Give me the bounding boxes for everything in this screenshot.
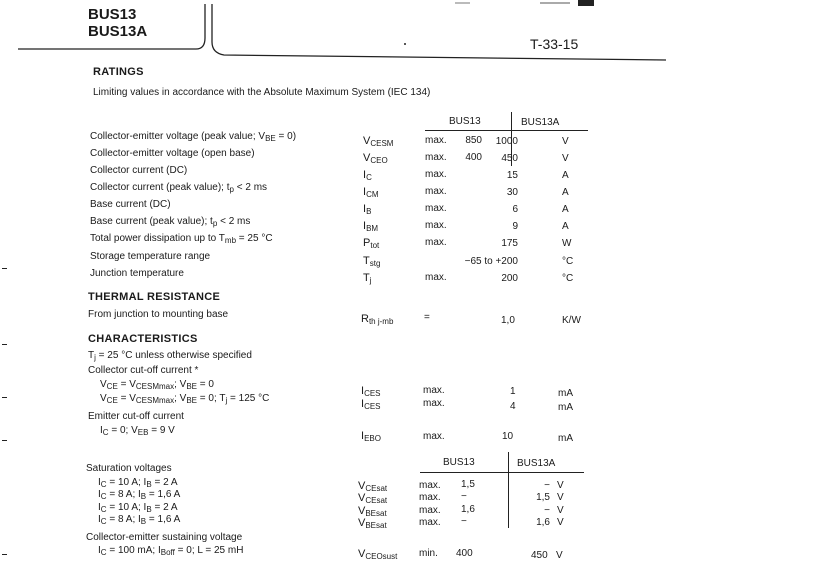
rating-symbol-sub: C: [366, 173, 372, 182]
saturation-condition: [98, 502, 178, 513]
thermal-symbol: $R_{th j-mb}$: [361, 313, 394, 326]
sustain-title: Collector-emitter sustaining voltage: [86, 532, 243, 543]
ib-unit: A: [173, 489, 181, 500]
rating-label: [90, 182, 267, 193]
rating-value-bus13a: 6: [512, 204, 518, 215]
rating-label-sub: mb: [224, 236, 237, 245]
ic-value: 8 A: [117, 489, 133, 500]
saturation-symbol-sub: CEsat: [365, 484, 388, 493]
ic-value: 10 A: [117, 477, 138, 488]
rating-qualifier: max.: [425, 169, 447, 180]
equals: =: [106, 514, 118, 525]
iebo-qualifier: max.: [423, 431, 445, 442]
ib-sub: B: [140, 517, 147, 526]
ic-symbol: I: [98, 489, 101, 500]
rating-label-text: Collector current (DC): [90, 165, 188, 176]
rating-symbol: [363, 169, 372, 181]
ratings-col-bus13: BUS13: [449, 116, 481, 127]
saturation-title: Saturation voltages: [86, 463, 172, 474]
ib-unit: A: [170, 502, 178, 513]
saturation-symbol-sub: BEsat: [365, 521, 387, 530]
ices-qualifier-2: max.: [423, 398, 445, 409]
margin-mark: [2, 397, 7, 398]
equals: =: [106, 502, 118, 513]
rating-unit: V: [562, 153, 569, 164]
ib-value: 1,6: [157, 514, 172, 525]
ib-value: 2: [163, 502, 169, 513]
rating-label-tail: < 2 ms: [217, 216, 251, 227]
rating-label-text: Junction temperature: [90, 268, 184, 279]
rating-label: [90, 268, 184, 279]
sat-col-divider: [508, 452, 509, 528]
thermal-label: From junction to mounting base: [88, 309, 229, 320]
rating-label-text: Base current (DC): [90, 199, 171, 210]
sustain-unit: V: [556, 550, 563, 561]
rating-label-text: Total power dissipation up to T: [90, 233, 225, 244]
rating-qualifier: max.: [425, 203, 447, 214]
saturation-unit: V: [557, 517, 564, 528]
v-symbol: V: [358, 505, 366, 517]
equals: =: [146, 514, 158, 525]
thermal-value: 1,0: [501, 315, 515, 326]
ic-sub: C: [100, 517, 107, 526]
saturation-value-bus13: −: [461, 516, 467, 527]
rating-label: [90, 148, 255, 159]
rating-symbol: [363, 220, 378, 232]
saturation-condition: [98, 514, 180, 525]
ic-sub: C: [100, 480, 107, 489]
thermal-title: THERMAL RESISTANCE: [88, 291, 221, 303]
sustain-value-bus13: 400: [456, 548, 473, 559]
rating-symbol: [363, 255, 380, 267]
ratings-col-rule: [425, 130, 588, 131]
saturation-symbol: [358, 505, 387, 517]
equals: =: [106, 489, 118, 500]
part-number-bus13a: BUS13A: [88, 23, 148, 40]
rating-value-bus13a: 30: [506, 187, 518, 198]
ic-sub: C: [100, 505, 107, 514]
ib-symbol: ; I: [138, 502, 147, 513]
ic-value: 8 A: [117, 514, 133, 525]
ic-symbol: I: [98, 502, 101, 513]
equals: =: [146, 489, 158, 500]
ic-symbol: I: [98, 514, 101, 525]
rating-symbol: [363, 203, 371, 215]
ic-sub: C: [100, 492, 107, 501]
emitter-title: Emitter cut-off current: [88, 411, 184, 422]
saturation-qualifier: max.: [419, 480, 441, 491]
saturation-symbol: [358, 517, 387, 529]
iebo-symbol: $I_{EBO}$: [361, 430, 381, 443]
sat-col-bus13: BUS13: [443, 457, 475, 468]
ib-symbol: ; I: [132, 489, 141, 500]
ratings-title: RATINGS: [93, 66, 144, 78]
saturation-condition: [98, 477, 178, 488]
iebo-value: 10: [502, 431, 514, 442]
rating-label-sub: p: [212, 219, 218, 228]
ib-value: 2: [163, 477, 169, 488]
sat-col-bus13a: BUS13A: [517, 458, 556, 469]
rating-symbol-sub: CM: [366, 190, 379, 199]
rating-symbol-sub: CEO: [370, 156, 388, 165]
rating-label: [90, 199, 171, 210]
v-symbol: V: [358, 480, 366, 492]
rating-qualifier: max.: [425, 237, 447, 248]
rating-symbol: [363, 152, 388, 164]
rating-value-bus13a: 450: [501, 153, 518, 164]
rating-label-text: Collector-emitter voltage (peak value; V: [90, 131, 266, 142]
saturation-symbol: [358, 480, 387, 492]
rating-label-text: Base current (peak value); t: [90, 216, 213, 227]
rating-symbol-sub: CESM: [370, 139, 394, 148]
rating-symbol-letter: T: [363, 272, 370, 284]
rating-label: [90, 131, 296, 142]
saturation-qualifier: max.: [419, 492, 441, 503]
saturation-symbol-sub: BEsat: [365, 509, 387, 518]
rating-symbol-letter: I: [363, 169, 367, 181]
document-code: T-33-15: [530, 36, 579, 52]
ib-symbol: ; I: [132, 514, 141, 525]
rating-symbol: [363, 135, 393, 147]
characteristics-title: CHARACTERISTICS: [88, 333, 198, 345]
rating-label: [90, 233, 273, 244]
ib-sub: B: [146, 505, 152, 514]
ib-unit: A: [170, 477, 178, 488]
saturation-qualifier: max.: [419, 517, 441, 528]
rating-symbol-letter: P: [363, 237, 371, 249]
rating-label-text: Collector current (peak value); t: [90, 182, 230, 193]
rating-symbol-letter: I: [363, 186, 367, 198]
sustain-symbol: $V_{CEOsust}$: [358, 548, 398, 561]
rating-unit: A: [562, 170, 569, 181]
rating-label-sub: BE: [265, 134, 276, 143]
equals: =: [151, 502, 164, 513]
sat-col-rule: [420, 472, 584, 473]
thermal-unit: K/W: [562, 315, 581, 326]
iebo-unit: mA: [558, 433, 573, 444]
ices-value-1: 1: [510, 386, 516, 397]
v-symbol: V: [358, 492, 366, 504]
cutoff-condition-1: $V_{CE} = V_{CESMmax}$; $V_{BE} = 0$: [100, 379, 214, 391]
ices-unit-1: mA: [558, 388, 573, 399]
rating-label-text: Storage temperature range: [90, 251, 211, 262]
characteristics-condition: $T_j = 25$ °C unless otherwise specified: [88, 350, 252, 362]
rating-value-bus13: 850: [465, 135, 482, 146]
saturation-value-bus13a: 1,6: [536, 517, 550, 528]
rating-symbol: [363, 237, 379, 249]
sustain-qualifier: min.: [419, 548, 438, 559]
ices-symbol-1: $I_{CES}$: [361, 385, 381, 398]
cutoff-title: Collector cut-off current *: [88, 365, 199, 376]
rating-unit: W: [562, 238, 572, 249]
ib-unit: A: [173, 514, 181, 525]
ib-sub: B: [140, 492, 147, 501]
saturation-symbol-sub: CEsat: [365, 496, 388, 505]
sustain-value-bus13a: 450: [531, 550, 548, 561]
rating-unit: A: [562, 221, 569, 232]
cutoff-condition-2: $V_{CE} = V_{CESMmax}$; $V_{BE} = 0$; $T_j = 125$ °C: [100, 393, 270, 405]
rating-label-tail: < 2 ms: [233, 182, 268, 193]
rating-value-bus13a: 9: [512, 221, 518, 232]
rating-symbol: [363, 186, 379, 198]
rating-label: [90, 216, 250, 227]
rating-label-tail: = 25 °C: [236, 233, 273, 244]
rating-symbol-sub: tot: [370, 241, 380, 250]
ratings-col-bus13a: BUS13A: [521, 117, 560, 128]
rating-value-bus13a: 15: [506, 170, 518, 181]
rating-unit: A: [562, 204, 569, 215]
saturation-value-bus13: 1,6: [461, 504, 475, 515]
saturation-value-bus13: −: [461, 491, 467, 502]
ices-unit-2: mA: [558, 402, 573, 413]
saturation-value-bus13a: −: [544, 480, 550, 491]
rating-symbol-sub: stg: [369, 259, 381, 268]
rating-label-tail: = 0): [275, 131, 297, 142]
equals: =: [106, 477, 118, 488]
rating-symbol-letter: I: [363, 220, 367, 232]
rating-qualifier: max.: [425, 186, 447, 197]
rating-qualifier: max.: [425, 220, 447, 231]
ices-value-2: 4: [510, 401, 516, 412]
saturation-qualifier: max.: [419, 505, 441, 516]
rating-value-bus13a: 1000: [495, 136, 518, 147]
rating-unit: A: [562, 187, 569, 198]
saturation-unit: V: [557, 492, 564, 503]
margin-mark: [2, 440, 7, 441]
saturation-value-bus13a: −: [544, 505, 550, 516]
rating-unit: °C: [562, 273, 574, 284]
rating-value-bus13: 400: [465, 152, 482, 163]
saturation-unit: V: [557, 505, 564, 516]
rating-unit: °C: [562, 256, 574, 267]
margin-mark: [2, 554, 7, 555]
margin-mark: [2, 344, 7, 345]
rating-symbol-letter: V: [363, 135, 371, 147]
rating-label: [90, 251, 210, 262]
rating-symbol: [363, 272, 372, 284]
ratings-subtitle: Limiting values in accordance with the Absolute Maximum System (IEC 134): [93, 87, 431, 98]
saturation-value-bus13: 1,5: [461, 479, 475, 490]
ib-value: 1,6: [157, 489, 172, 500]
sustain-condition: $I_C = 100$ mA; $I_{Boff} = 0$; L = 25 mH: [98, 545, 244, 557]
margin-mark: [2, 268, 7, 269]
saturation-symbol: [358, 492, 387, 504]
rating-label-sub: p: [229, 185, 234, 194]
equals: =: [151, 477, 164, 488]
rating-symbol-letter: I: [363, 203, 367, 215]
rating-symbol-letter: V: [363, 152, 371, 164]
ib-symbol: ; I: [138, 477, 147, 488]
rating-symbol-sub: B: [366, 207, 372, 216]
v-symbol: V: [358, 517, 366, 529]
saturation-condition: [98, 489, 180, 500]
rating-unit: V: [562, 136, 569, 147]
rating-symbol-sub: BM: [366, 224, 379, 233]
rating-value-bus13a: 200: [501, 273, 518, 284]
rating-symbol-letter: T: [363, 255, 370, 267]
saturation-value-bus13a: 1,5: [536, 492, 550, 503]
ic-value: 10 A: [117, 502, 138, 513]
ices-symbol-2: $I_{CES}$: [361, 398, 381, 411]
ic-symbol: I: [98, 477, 101, 488]
rating-label-text: Collector-emitter voltage (open base): [90, 148, 255, 159]
ib-sub: B: [146, 480, 152, 489]
thermal-qualifier: =: [424, 312, 430, 323]
rating-qualifier: max.: [425, 135, 447, 146]
part-number-bus13: BUS13: [88, 6, 137, 23]
emitter-condition: $I_C = 0$; $V_{EB} = 9$ V: [100, 425, 175, 437]
ices-qualifier-1: max.: [423, 385, 445, 396]
rating-qualifier: max.: [425, 152, 447, 163]
rating-value-bus13a: −65 to +200: [464, 256, 518, 267]
rating-label: [90, 165, 187, 176]
rating-symbol-sub: j: [369, 276, 372, 285]
saturation-unit: V: [557, 480, 564, 491]
header-rule: [0, 0, 819, 70]
rating-value-bus13a: 175: [501, 238, 518, 249]
rating-qualifier: max.: [425, 272, 447, 283]
